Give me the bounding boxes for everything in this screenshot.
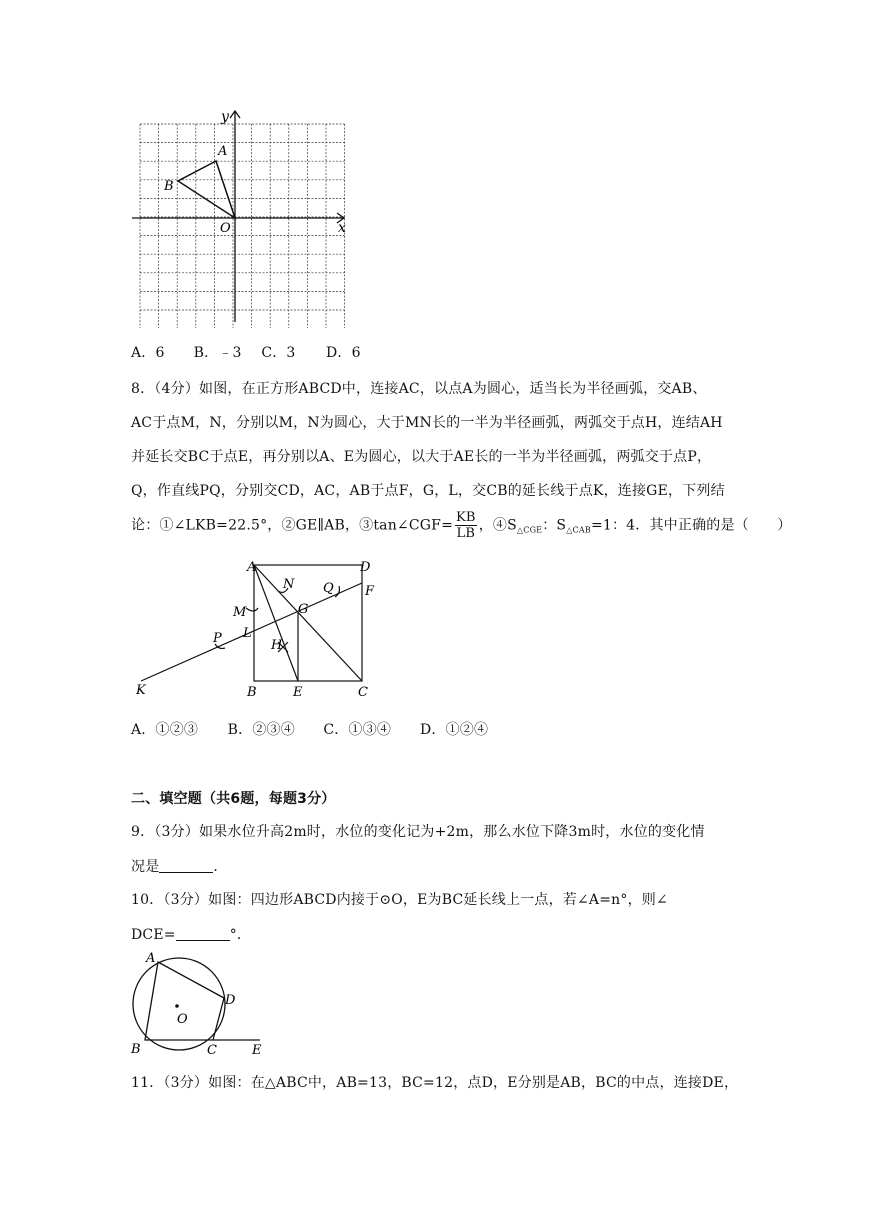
triangle-aob	[178, 161, 235, 218]
q8-line-4: Q，作直线PQ，分别交CD，AC，AB于点F，G，L，交CB的延长线于点K，连接GE，下列结	[131, 483, 725, 499]
q9-line-1: 9．（3分）如果水位升高2m时，水位的变化记为+2m，那么水位下降3m时，水位的变化情	[131, 824, 705, 840]
q7-coordinate-grid-figure	[128, 108, 353, 328]
fraction-numerator: KB	[456, 510, 476, 525]
q7-option-a: A．6	[131, 345, 165, 361]
q7-option-b: B．﹣3	[193, 345, 242, 361]
q7-options	[131, 342, 361, 362]
label-n: N	[283, 577, 295, 592]
subscript-cab: △CAB	[566, 525, 591, 535]
label-l: L	[243, 626, 252, 641]
label-d: D	[225, 993, 236, 1008]
subscript-cge: △CGE	[516, 525, 543, 535]
label-a: A	[247, 560, 257, 575]
label-h: H	[271, 638, 283, 653]
label-g: G	[298, 602, 309, 617]
grid-lines	[140, 124, 345, 328]
arc-m	[246, 608, 258, 611]
label-p: P	[213, 631, 222, 646]
q8-line-5-mid: ，④S	[478, 517, 517, 534]
q8-option-a: A．①②③	[131, 722, 199, 738]
label-d: D	[360, 560, 371, 575]
q10-line-2	[131, 924, 251, 944]
q8-line-2: AC于点M，N，分别以M，N为圆心，大于MN长的一半为半径画弧，两弧交于点H，连结AH	[131, 415, 723, 431]
label-c: C	[207, 1043, 217, 1058]
q10-line-2-suffix: °．	[229, 927, 252, 943]
axis-y-label: y	[221, 109, 229, 125]
q7-option-d: D．6	[325, 345, 361, 361]
quadrilateral-abcd	[145, 962, 224, 1040]
fraction-denominator: LB	[456, 526, 476, 541]
label-e: E	[252, 1043, 262, 1058]
q11-line-1: 11．（3分）如图：在△ABC中，AB=13，BC=12，点D，E分别是AB，BC的中点，连接DE，	[131, 1075, 739, 1091]
label-b: B	[247, 685, 257, 700]
q8-square-figure	[128, 556, 388, 702]
q7-option-c: C．3	[261, 345, 296, 361]
q10-answer-blank[interactable]	[176, 926, 230, 941]
tan-fraction	[455, 510, 477, 541]
label-q: Q	[323, 581, 334, 596]
label-f: F	[365, 584, 375, 599]
q8-line-5-suffix: =1：4．其中正确的是（ ）	[590, 517, 792, 534]
center-point	[175, 1004, 179, 1008]
diagonal-ac	[254, 565, 362, 681]
q10-line-1: 10．（3分）如图：四边形ABCD内接于⊙O，E为BC延长线上一点，若∠A=n°，则∠	[131, 892, 668, 908]
q8-options	[131, 719, 488, 739]
axis-x-label: x	[338, 220, 346, 236]
label-e: E	[293, 685, 303, 700]
label-c: C	[358, 685, 368, 700]
q8-line-5	[131, 510, 791, 541]
q8-line-5-mid2: ：S	[542, 517, 567, 534]
label-k: K	[136, 683, 146, 698]
arc-q	[335, 586, 340, 597]
q8-option-d: D．①②④	[419, 722, 489, 738]
q8-line-1: 8．（4分）如图，在正方形ABCD中，连接AC，以点A为圆心，适当长为半径画弧，交AB、	[131, 381, 707, 397]
label-o: O	[177, 1012, 188, 1027]
point-b-label: B	[164, 179, 174, 194]
section-heading: 二、填空题（共6题，每题3分）	[131, 791, 336, 807]
q9-line-2-prefix: 况是	[131, 859, 160, 875]
q8-option-c: C．①③④	[323, 722, 392, 738]
label-a: A	[146, 951, 156, 966]
q9-line-2-suffix: ．	[213, 859, 228, 875]
q8-line-3: 并延长交BC于点E，再分别以A、E为圆心，以大于AE长的一半为半径画弧，两弧交于点P，	[131, 449, 712, 465]
point-a-label: A	[218, 144, 228, 159]
q8-option-b: B．②③④	[227, 722, 295, 738]
q10-line-2-prefix: DCE=	[131, 927, 176, 943]
q8-line-5-prefix: 论：①∠LKB=22.5°，②GE∥AB，③tan∠CGF=	[131, 517, 454, 534]
q9-line-2	[131, 856, 228, 876]
q10-circle-figure	[128, 950, 273, 1062]
label-m: M	[233, 605, 247, 620]
origin-label: O	[220, 221, 231, 236]
q9-answer-blank[interactable]	[159, 858, 213, 873]
label-b: B	[131, 1042, 141, 1057]
circle-o	[133, 958, 225, 1050]
